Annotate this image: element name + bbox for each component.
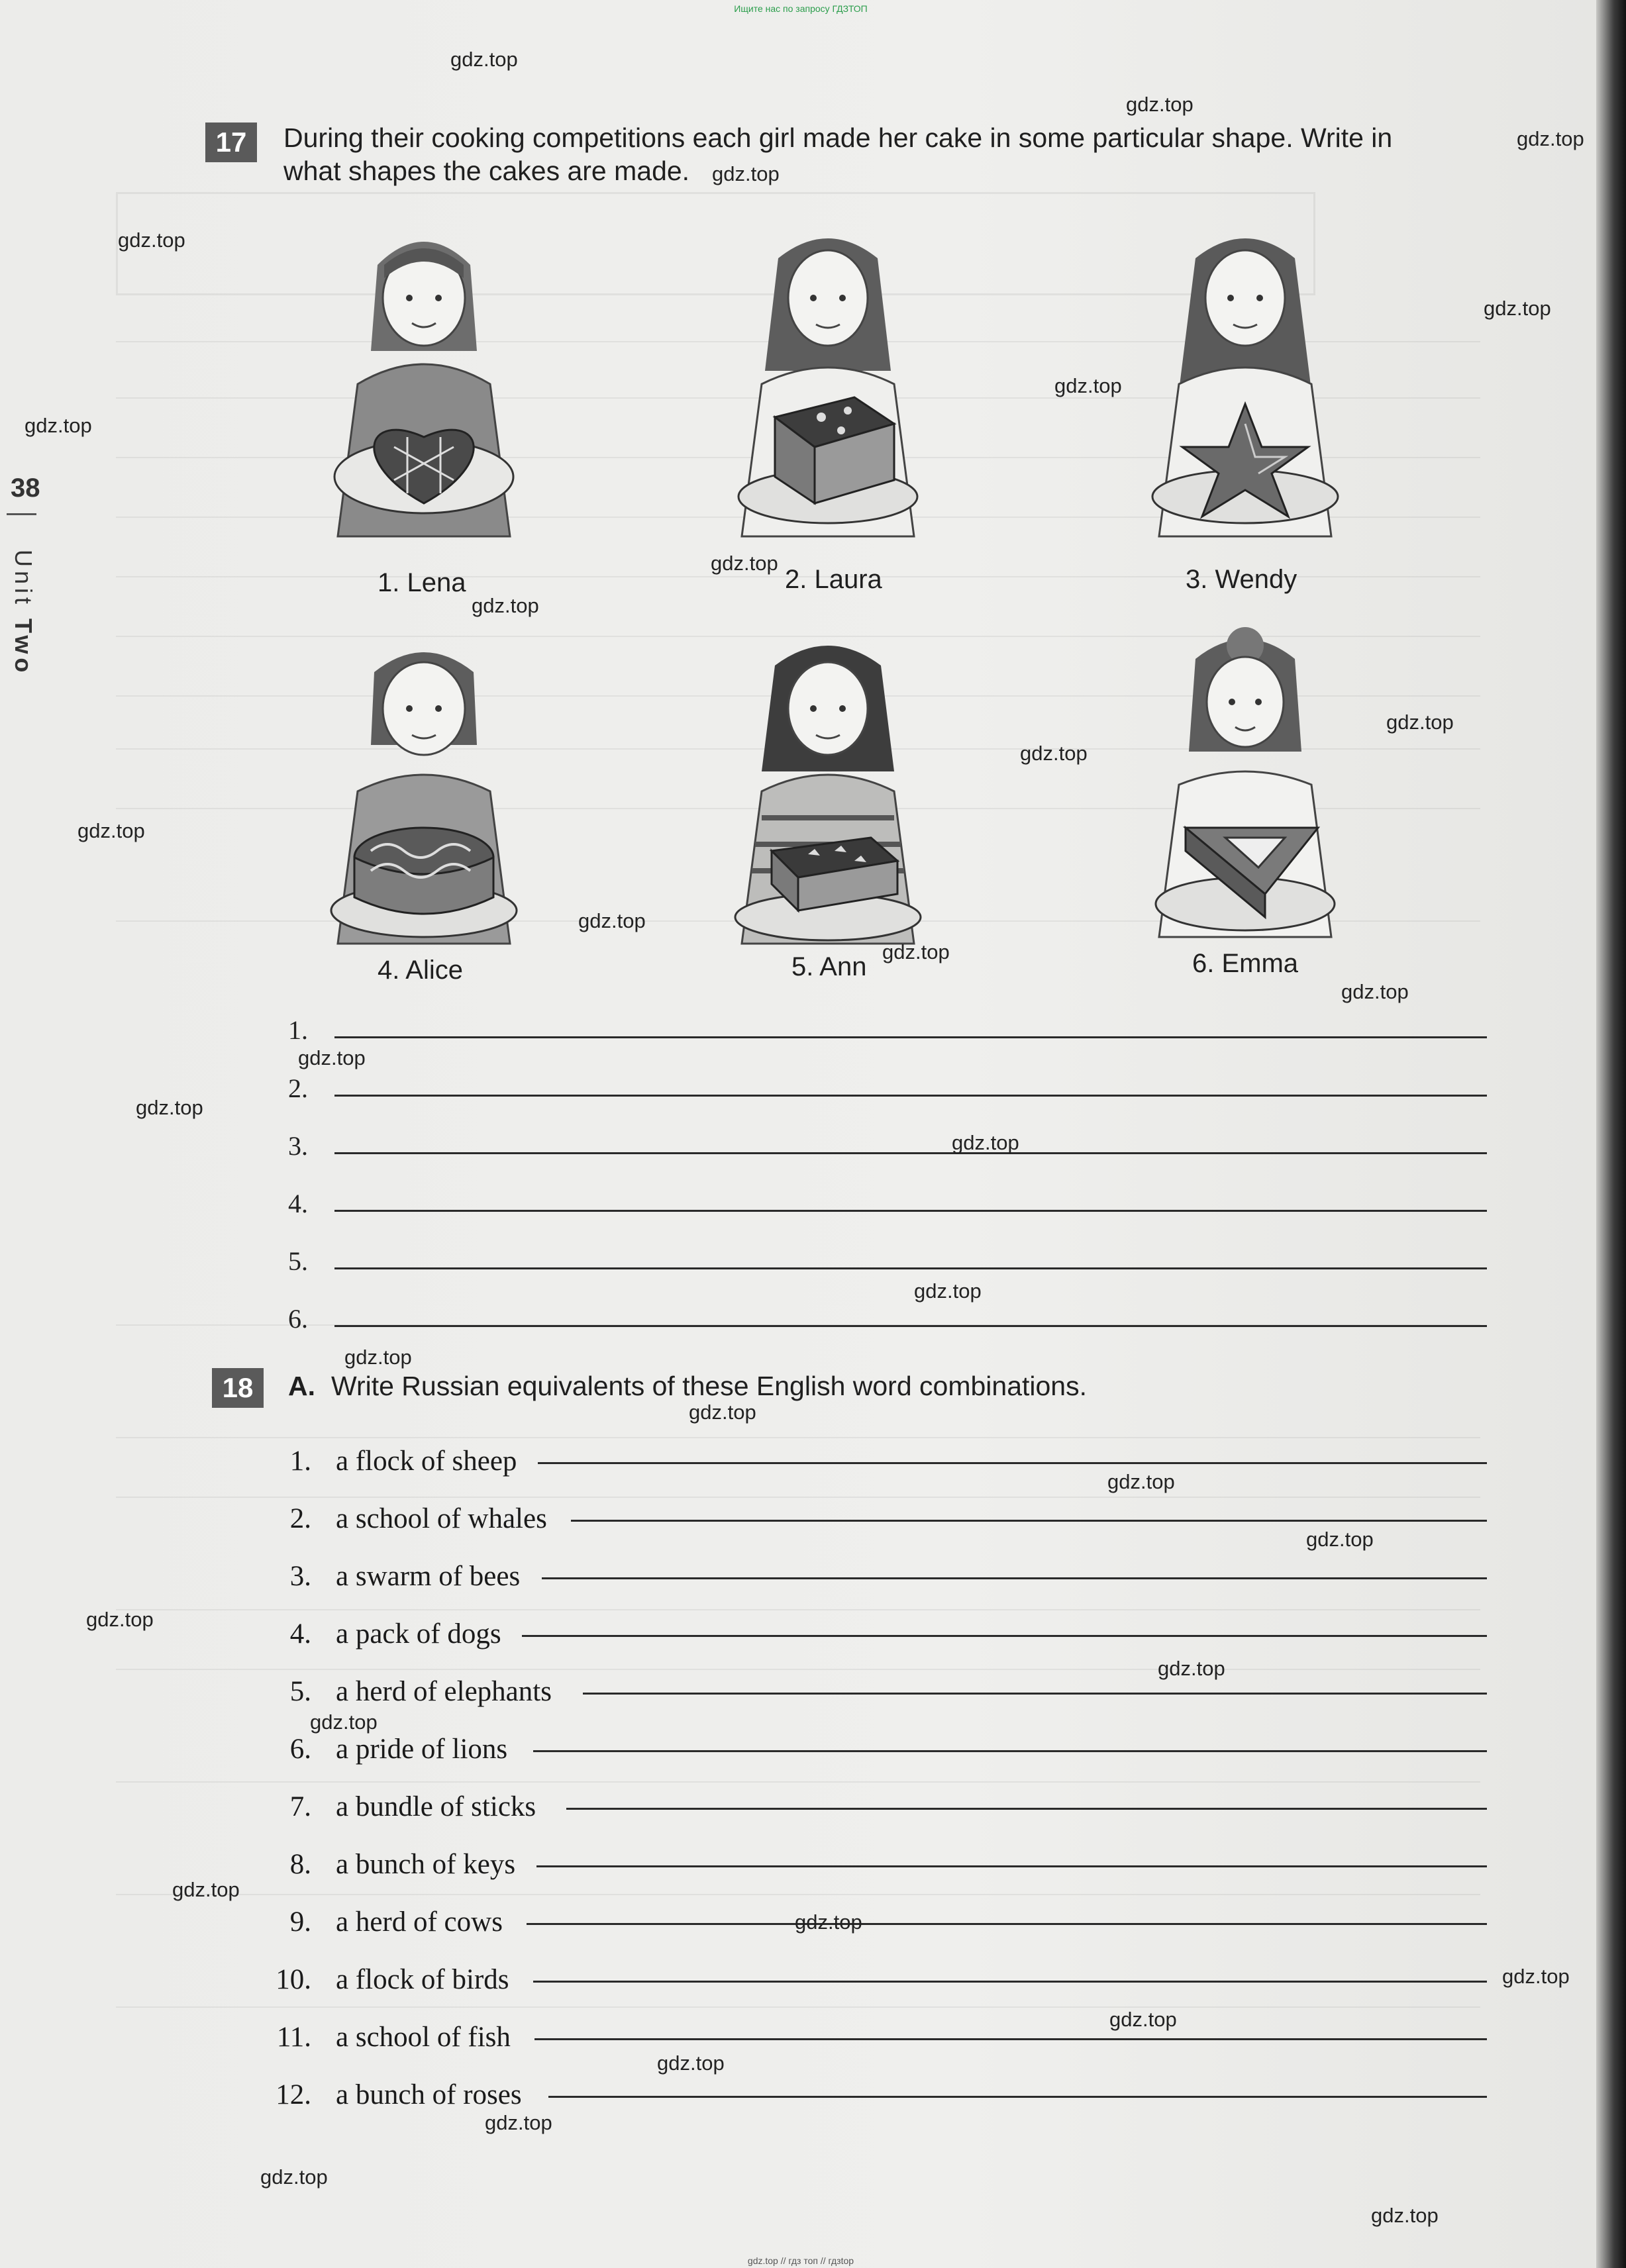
item-phrase: a flock of sheep [336,1446,517,1477]
watermark: gdz.top [1517,127,1584,150]
item-number: 1. [289,1446,311,1477]
item-number: 5. [289,1676,311,1707]
answer-line[interactable] [534,2038,1487,2040]
item-phrase: a herd of cows [336,1906,503,1938]
figure-caption-laura: 2. Laura [785,565,882,594]
watermark: gdz.top [1109,2008,1177,2031]
watermark: gdz.top [1484,297,1551,320]
answer-line[interactable] [334,1267,1487,1269]
girl-figure-ann [715,626,940,970]
watermark: gdz.top [1126,93,1194,116]
item-phrase: a school of fish [336,2022,511,2053]
answer-line[interactable] [571,1520,1487,1522]
answer-line[interactable] [542,1577,1487,1579]
answer-line[interactable] [536,1865,1487,1867]
bleed-through-line [116,1781,1480,1783]
exercise-17-instruction-line1: During their cooking competitions each girl made her cake in some particular shape. Write in [283,123,1393,153]
answer-number: 4. [288,1189,308,1218]
unit-label-number: Two [10,618,37,677]
girl-with-cube-cake-icon [715,219,940,563]
answer-number: 6. [288,1304,308,1334]
answer-line[interactable] [533,1750,1487,1752]
exercise-17-instruction-line2: what shapes the cakes are made. [283,156,690,186]
watermark: gdz.top [1107,1470,1175,1493]
watermark: gdz.top [1371,2204,1439,2227]
figure-caption-lena: 1. Lena [378,568,466,597]
watermark: gdz.top [914,1279,982,1303]
item-phrase: a bunch of keys [336,1849,516,1880]
girl-figure-emma [1133,619,1358,963]
answer-line[interactable] [334,1095,1487,1097]
girl-figure-laura [715,219,940,563]
bleed-through-line [116,1497,1480,1498]
watermark: gdz.top [136,1096,203,1119]
watermark: gdz.top [711,552,778,575]
item-phrase: a school of whales [336,1503,547,1534]
answer-number: 2. [288,1073,308,1103]
page-number: 38 [11,473,40,503]
item-number: 10. [276,1964,311,1995]
answer-line[interactable] [334,1210,1487,1212]
watermark: gdz.top [77,819,145,842]
watermark: gdz.top [485,2111,552,2134]
answer-line[interactable] [334,1152,1487,1154]
girl-with-round-cake-icon [311,626,536,970]
figure-caption-wendy: 3. Wendy [1186,565,1297,594]
watermark: gdz.top [882,940,950,963]
bleed-through-line [116,1669,1480,1670]
exercise-18-part-label: A. [288,1371,315,1401]
exercise-18-instruction: Write Russian equivalents of these English word combinations. [331,1371,1087,1401]
watermark: gdz.top [1341,980,1409,1003]
item-number: 11. [276,2022,311,2053]
girl-with-heart-cake-icon [311,219,536,563]
item-number: 12. [276,2079,311,2110]
answer-line[interactable] [527,1923,1487,1925]
watermark: gdz.top [952,1131,1019,1154]
bleed-through-line [116,1437,1480,1438]
item-number: 7. [289,1791,311,1822]
girl-with-star-cake-icon [1133,219,1358,563]
bottom-site-link[interactable]: gdz.top // гдз топ // гдзtop [747,2255,854,2266]
item-phrase: a bunch of roses [336,2079,522,2110]
watermark: gdz.top [86,1608,154,1631]
unit-label [8,550,37,748]
watermark: gdz.top [450,48,518,71]
item-phrase: a pride of lions [336,1734,508,1765]
watermark: gdz.top [689,1401,756,1424]
answer-number: 1. [288,1015,308,1045]
watermark: gdz.top [1386,711,1454,734]
item-phrase: a swarm of bees [336,1561,521,1592]
watermark: gdz.top [1158,1657,1225,1680]
answer-line[interactable] [334,1325,1487,1327]
girl-with-triangle-cake-icon [1133,619,1358,963]
watermark: gdz.top [795,1910,862,1934]
item-phrase: a pack of dogs [336,1618,501,1650]
answer-line[interactable] [533,1981,1487,1983]
bleed-through-line [116,2006,1480,2008]
answer-number: 5. [288,1246,308,1276]
bleed-through-line [116,1609,1480,1610]
watermark: gdz.top [712,162,780,185]
watermark: gdz.top [298,1046,366,1069]
item-phrase: a bundle of sticks [336,1791,536,1822]
item-number: 3. [289,1561,311,1592]
item-number: 6. [289,1734,311,1765]
answer-line[interactable] [566,1808,1487,1810]
page-number-rule [7,513,36,515]
answer-line[interactable] [548,2096,1487,2098]
watermark: gdz.top [344,1346,412,1369]
answer-line[interactable] [583,1693,1487,1695]
unit-label-word: Unit [10,550,37,609]
watermark: gdz.top [657,2051,725,2075]
figure-caption-ann: 5. Ann [791,952,867,981]
item-number: 9. [289,1906,311,1938]
watermark: gdz.top [310,1710,378,1734]
answer-number: 3. [288,1131,308,1161]
girl-with-square-cake-icon [715,626,940,970]
watermark: gdz.top [118,228,185,252]
girl-figure-alice [311,626,536,970]
watermark: gdz.top [260,2165,328,2189]
figure-caption-alice: 4. Alice [378,956,463,985]
watermark: gdz.top [472,594,539,617]
watermark: gdz.top [25,414,92,437]
item-number: 8. [289,1849,311,1880]
watermark: gdz.top [1020,742,1088,765]
watermark: gdz.top [578,909,646,932]
watermark: gdz.top [1306,1528,1374,1551]
answer-line[interactable] [522,1635,1487,1637]
answer-line[interactable] [334,1036,1487,1038]
answer-line[interactable] [538,1462,1487,1464]
item-phrase: a herd of elephants [336,1676,552,1707]
item-number: 4. [289,1618,311,1650]
item-phrase: a flock of birds [336,1964,509,1995]
watermark: gdz.top [1054,374,1122,397]
bleed-through-line [116,1894,1480,1895]
top-site-link[interactable]: Ищите нас по запросу ГДЗТОП [734,3,868,14]
exercise-17-number: 17 [205,123,257,162]
watermark: gdz.top [172,1878,240,1901]
book-binding-shadow [1596,0,1626,2268]
item-number: 2. [289,1503,311,1534]
watermark: gdz.top [1502,1965,1570,1988]
girl-figure-lena [311,219,536,563]
figure-caption-emma: 6. Emma [1192,949,1299,978]
exercise-18-number: 18 [212,1368,264,1408]
girl-figure-wendy [1133,219,1358,563]
